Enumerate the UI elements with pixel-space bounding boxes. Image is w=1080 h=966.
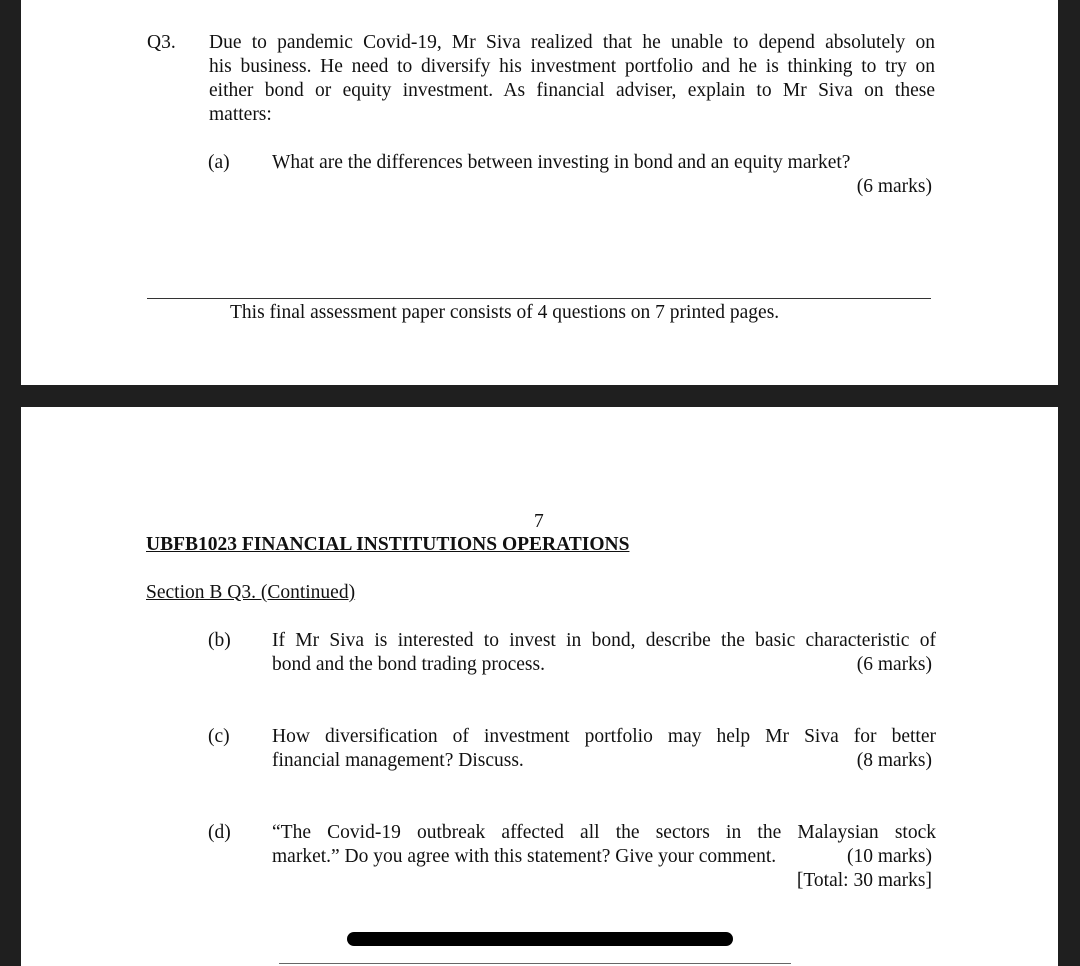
part-c-line-2: financial management? Discuss. <box>272 750 524 771</box>
intro-line-2: his business. He need to diversify his investment portfolio and he is thinking to try on <box>209 56 935 77</box>
part-c-marks: (8 marks) <box>856 750 932 771</box>
part-c-label: (c) <box>208 726 230 747</box>
part-b-marks: (6 marks) <box>856 654 932 675</box>
page-bottom <box>21 407 1058 966</box>
part-d-marks: (10 marks) <box>846 846 932 867</box>
course-title: UBFB1023 FINANCIAL INSTITUTIONS OPERATIONS <box>146 534 630 555</box>
part-b-line-2: bond and the bond trading process. <box>272 654 545 675</box>
part-d-line-1: “The Covid-19 outbreak affected all the sectors in the Malaysian stock <box>272 822 936 843</box>
footer-rule <box>147 298 931 299</box>
part-d-total: [Total: 30 marks] <box>796 870 932 891</box>
page-number: 7 <box>534 511 544 532</box>
part-a-label: (a) <box>208 152 230 173</box>
home-indicator[interactable] <box>347 932 733 946</box>
section-heading: Section B Q3. (Continued) <box>146 582 356 603</box>
intro-line-1: Due to pandemic Covid-19, Mr Siva realized that he unable to depend absolutely on <box>209 32 935 53</box>
part-b-line-1: If Mr Siva is interested to invest in bond, describe the basic characteristic of <box>272 630 936 651</box>
part-d-line-2: market.” Do you agree with this statement? Give your comment. <box>272 846 777 867</box>
part-a-text: What are the differences between investing in bond and an equity market? <box>272 152 851 173</box>
intro-line-4: matters: <box>209 104 272 125</box>
part-c-line-1: How diversification of investment portfolio may help Mr Siva for better <box>272 726 936 747</box>
intro-line-3: either bond or equity investment. As financial adviser, explain to Mr Siva on these <box>209 80 935 101</box>
part-a-marks: (6 marks) <box>856 176 932 197</box>
bottom-rule <box>279 963 791 964</box>
page-top <box>21 0 1058 385</box>
question-number: Q3. <box>147 32 176 53</box>
footer-note: This final assessment paper consists of 4 questions on 7 printed pages. <box>230 302 780 323</box>
part-b-label: (b) <box>208 630 231 651</box>
part-d-label: (d) <box>208 822 231 843</box>
